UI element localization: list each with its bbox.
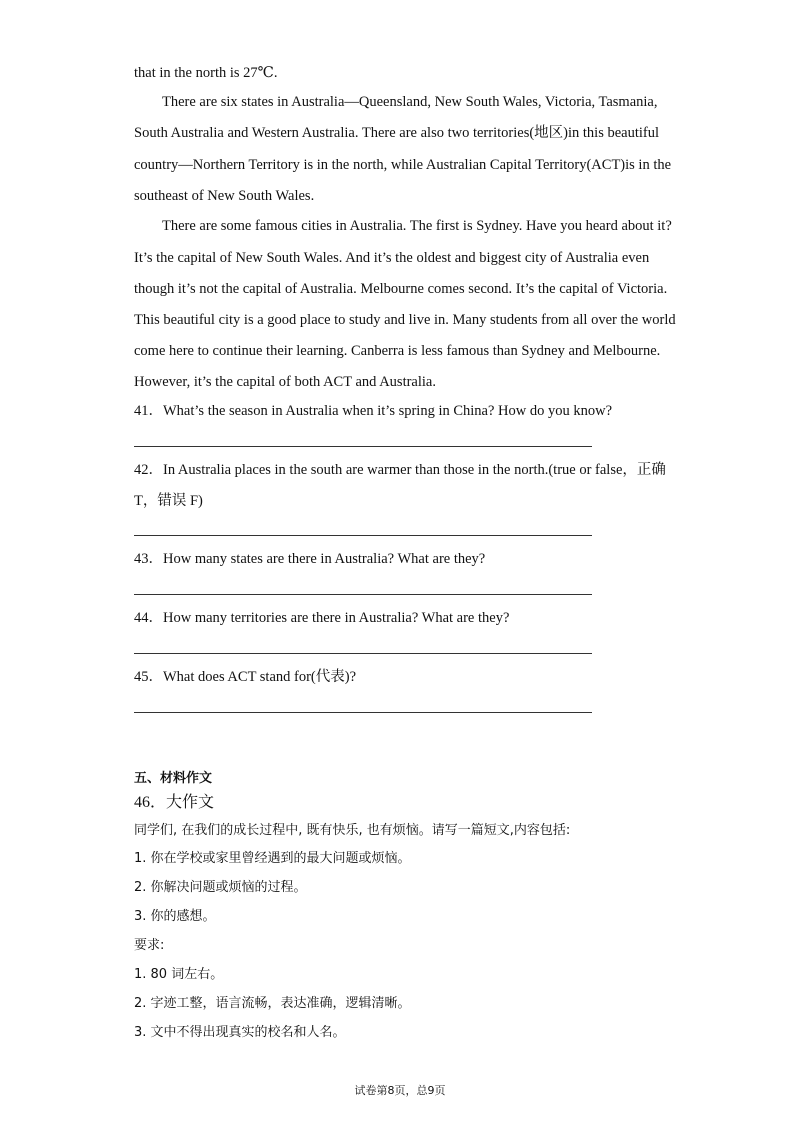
question-41: 41．What’s the season in Australia when it’s spring in China? How do you know? [134,403,613,419]
passage-line: South Australia and Western Australia. There are also two territories(地区)in this beautiful [134,125,660,141]
passage-line: southeast of New South Wales. [134,188,315,204]
answer-line-45[interactable] [134,712,592,713]
page-footer: 试卷第8页，总9页 [354,1084,446,1097]
question-45: 45．What does ACT stand for(代表)? [134,669,357,685]
question-42: 42．In Australia places in the south are warmer than those in the north.(true or false，正确 [134,462,666,478]
passage-line: There are some famous cities in Australia. The first is Sydney. Have you heard about it? [162,218,672,234]
question-43: 43．How many states are there in Australia? What are they? [134,551,486,567]
task-heading: 46．大作文 [134,794,215,811]
passage-line: It’s the capital of New South Wales. And it’s the oldest and biggest city of Australia even [134,250,650,266]
answer-line-41[interactable] [134,446,592,447]
prompt-line: 同学们, 在我们的成长过程中, 既有快乐, 也有烦恼。请写一篇短文,内容包括: [134,823,571,838]
prompt-line: 1. 80 词左右。 [134,967,224,982]
section-heading: 五、材料作文 [134,771,213,786]
prompt-line: 要求: [134,938,165,953]
question-42-continued: T，错误 F) [134,493,203,509]
answer-line-44[interactable] [134,653,592,654]
passage-line: This beautiful city is a good place to study and live in. Many students from all over the world [134,312,676,328]
passage-line: However, it’s the capital of both ACT and Australia. [134,374,436,390]
passage-line: country—Northern Territory is in the north, while Australian Capital Territory(ACT)is in the [134,157,672,173]
prompt-line: 1. 你在学校或家里曾经遇到的最大问题或烦恼。 [134,851,411,866]
prompt-line: 3. 文中不得出现真实的校名和人名。 [134,1025,346,1040]
passage-line: come here to continue their learning. Canberra is less famous than Sydney and Melbourne. [134,343,661,359]
prompt-line: 2. 你解决问题或烦恼的过程。 [134,880,307,895]
answer-line-42[interactable] [134,535,592,536]
passage-line: that in the north is 27℃. [134,65,278,81]
passage-line: though it’s not the capital of Australia. Melbourne comes second. It’s the capital of Victoria. [134,281,668,297]
prompt-line: 3. 你的感想。 [134,909,216,924]
question-44: 44．How many territories are there in Australia? What are they? [134,610,510,626]
answer-line-43[interactable] [134,594,592,595]
prompt-line: 2. 字迹工整，语言流畅，表达准确，逻辑清晰。 [134,996,411,1011]
passage-line: There are six states in Australia—Queensland, New South Wales, Victoria, Tasmania, [162,94,658,110]
